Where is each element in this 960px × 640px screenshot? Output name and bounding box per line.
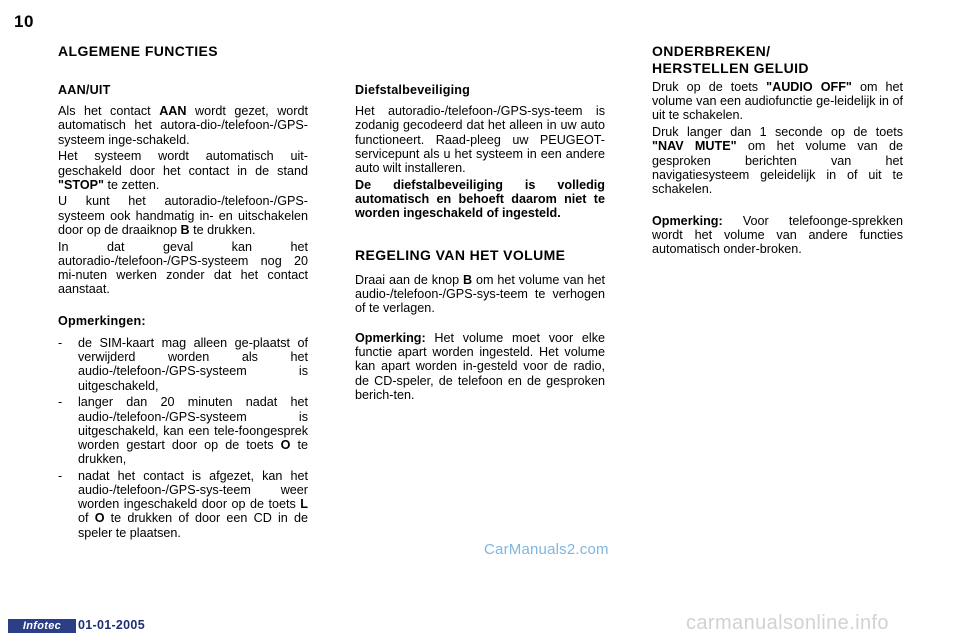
column-aan-uit <box>58 83 308 542</box>
paragraph: Het systeem wordt automatisch uit-geschakeld door het contact in de stand "STOP" te zetten. <box>58 149 308 192</box>
paragraph: Druk op de toets "AUDIO OFF" om het volume van een audiofunctie ge-leidelijk in of uit te schakelen. <box>652 80 904 123</box>
page-number: 10 <box>14 12 34 31</box>
mute-heading: ONDERBREKEN/ HERSTELLEN GELUID <box>652 43 809 76</box>
remarks-heading: Opmerkingen: <box>58 313 146 328</box>
paragraph: Als het contact AAN wordt gezet, wordt automatisch het autora-dio-/telefoon-/GPS-systeem inge-schakeld. <box>58 104 308 147</box>
subheading-aan-uit: AAN/UIT <box>58 83 111 97</box>
paragraph: Draai aan de knop B om het volume van het audio-/telefoon-/GPS-sys-teem te verhogen of te verlagen. <box>355 272 606 316</box>
paragraph: Het autoradio-/telefoon-/GPS-sys-teem is zodanig gecodeerd dat het alleen in uw auto functioneert. Raad-pleeg uw PEUGEOT-servicepunt als u het systeem in een andere auto wilt installeren. <box>355 104 605 176</box>
paragraph: Opmerking: Voor telefoonge-sprekken wordt het volume van andere functies automatisch onder-broken. <box>652 213 903 257</box>
footer-date: 01-01-2005 <box>78 618 145 632</box>
paragraph: Opmerking: Het volume moet voor elke functie apart worden ingesteld. Het volume kan apart worden in-gesteld voor de radio, de CD-speler, de telefoon en de gesproken berich-ten. <box>355 330 605 402</box>
column-diefstal-volume <box>355 83 605 404</box>
list-item: - nadat het contact is afgezet, kan het audio-/telefoon-/GPS-sys-teem weer worden ingeschakeld door op de toets L of O te drukken of door een CD in de speler te plaatsen. <box>58 469 308 540</box>
remarks-list <box>58 336 308 540</box>
list-item: - langer dan 20 minuten nadat het audio-/telefoon-/GPS-systeem is uitgeschakeld, kan een tele-foongesprek worden gestart door op de toets O te drukken, <box>58 395 308 466</box>
watermark-bottom: carmanualsonline.info <box>686 612 889 634</box>
watermark-site: CarManuals2.com <box>484 541 609 558</box>
infotec-logo: Infotec <box>8 619 76 633</box>
list-item: - de SIM-kaart mag alleen ge-plaatst of verwijderd worden als het audio-/telefoon-/GPS-systeem is uitgeschakeld, <box>58 336 308 393</box>
column-mute <box>652 80 903 259</box>
main-heading: ALGEMENE FUNCTIES <box>58 43 219 59</box>
paragraph: U kunt het autoradio-/telefoon-/GPS-systeem ook handmatig in- en uitschakelen door op de draaiknop B te drukken. <box>58 194 308 237</box>
volume-heading: REGELING VAN HET VOLUME <box>355 246 566 263</box>
subheading-diefstal: Diefstalbeveiliging <box>355 83 471 97</box>
paragraph-bold: De diefstalbeveiliging is volledig automatisch en behoeft daarom niet te worden ingeschakeld of ingesteld. <box>355 177 605 221</box>
paragraph: Druk langer dan 1 seconde op de toets "NAV MUTE" om het volume van de gesproken berichten van het navigatiesysteem geleidelijk in of uit te schakelen. <box>652 125 903 196</box>
paragraph: In dat geval kan het autoradio-/telefoon-/GPS-systeem nog 20 mi-nuten werken zonder dat het contact aanstaat. <box>58 239 308 297</box>
